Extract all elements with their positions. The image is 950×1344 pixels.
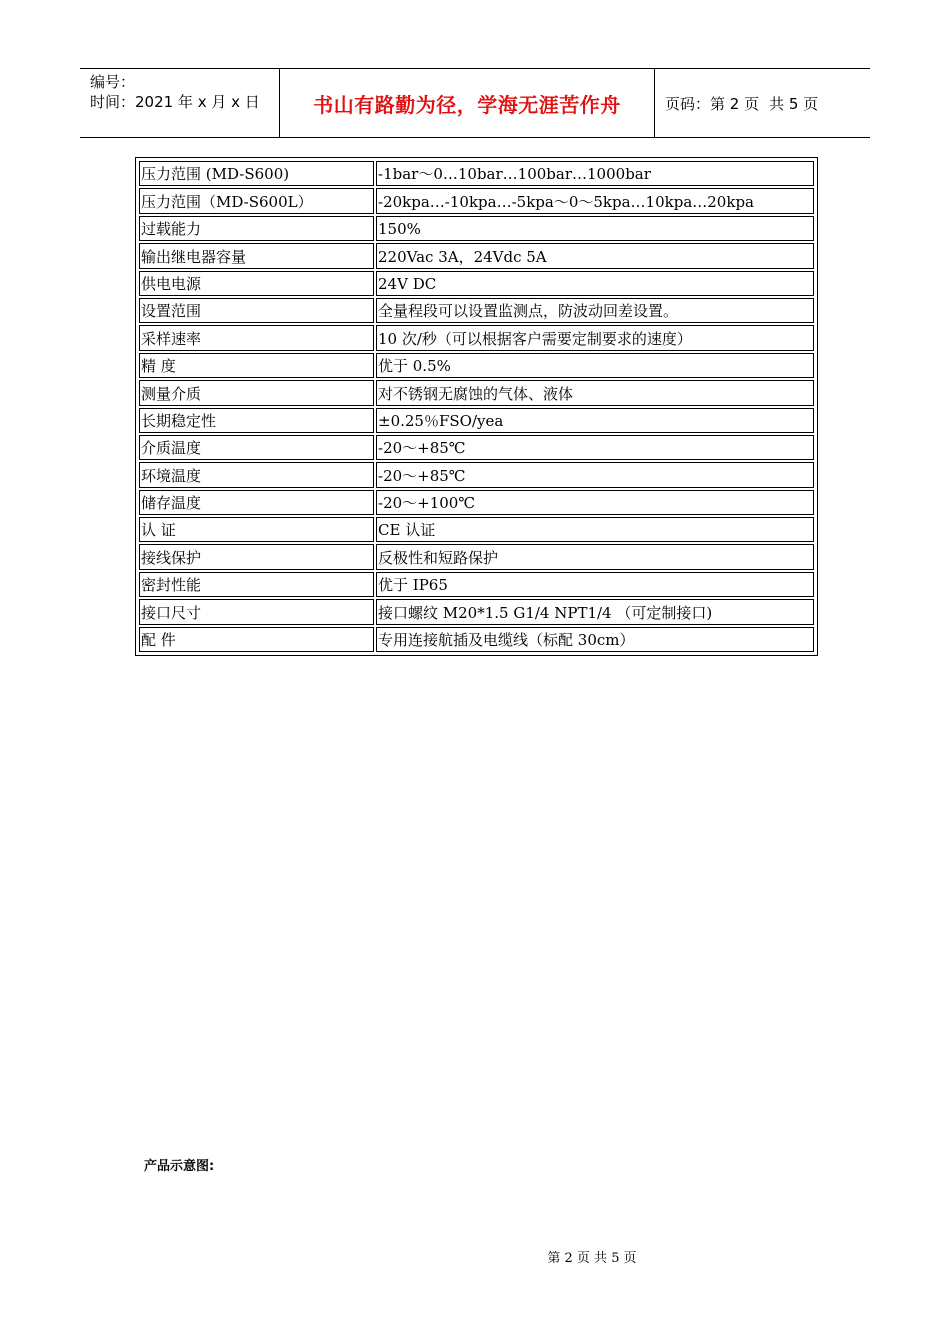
spec-key: 介质温度 <box>139 435 374 460</box>
spec-value: 对不锈钢无腐蚀的气体、液体 <box>376 380 814 405</box>
spec-value: 接口螺纹 M20*1.5 G1/4 NPT1/4 （可定制接口) <box>376 599 814 624</box>
spec-row <box>139 408 814 433</box>
spec-row <box>139 627 814 652</box>
spec-key: 配 件 <box>139 627 374 652</box>
spec-row <box>139 216 814 241</box>
spec-row <box>139 353 814 378</box>
spec-value: 优于 0.5% <box>376 353 814 378</box>
spec-row <box>139 380 814 405</box>
spec-value: 220Vac 3A，24Vdc 5A <box>376 243 814 268</box>
spec-key: 密封性能 <box>139 572 374 597</box>
spec-value: CE 认证 <box>376 517 814 542</box>
spec-row <box>139 243 814 268</box>
footer-page-number: 第 2 页 共 5 页 <box>547 1251 637 1266</box>
date-label: 时间：2021 年 x 月 x 日 <box>90 93 260 111</box>
spec-key: 储存温度 <box>139 490 374 515</box>
header-meta <box>80 69 280 137</box>
spec-key: 压力范围（MD-S600L） <box>139 188 374 213</box>
spec-row <box>139 517 814 542</box>
spec-key: 压力范围 (MD-S600) <box>139 161 374 186</box>
spec-row <box>139 599 814 624</box>
spec-row <box>139 271 814 296</box>
spec-row <box>139 544 814 569</box>
product-diagram-caption: 产品示意图: <box>144 1159 215 1174</box>
spec-value: -20～+100℃ <box>376 490 814 515</box>
spec-row <box>139 572 814 597</box>
spec-key: 供电电源 <box>139 271 374 296</box>
page-total: 共 5 页 <box>769 94 819 113</box>
spec-value: -20～+85℃ <box>376 462 814 487</box>
page-number: 页码：第 2 页 <box>665 94 760 113</box>
spec-key: 测量介质 <box>139 380 374 405</box>
spec-key: 认 证 <box>139 517 374 542</box>
spec-value: 150% <box>376 216 814 241</box>
spec-key: 环境温度 <box>139 462 374 487</box>
header-page-info <box>655 69 870 137</box>
page-footer <box>0 1247 950 1266</box>
spec-value: 反极性和短路保护 <box>376 544 814 569</box>
spec-key: 设置范围 <box>139 298 374 323</box>
spec-value: -20～+85℃ <box>376 435 814 460</box>
spec-value: ±0.25％FSO/yea <box>376 408 814 433</box>
spec-row <box>139 435 814 460</box>
spec-value: 10 次/秒（可以根据客户需要定制要求的速度） <box>376 325 814 350</box>
serial-label: 编号： <box>90 73 136 91</box>
spec-row <box>139 325 814 350</box>
spec-value: 全量程段可以设置监测点，防波动回差设置。 <box>376 298 814 323</box>
spec-table <box>135 157 818 656</box>
spec-key: 接线保护 <box>139 544 374 569</box>
spec-value: 专用连接航插及电缆线（标配 30cm） <box>376 627 814 652</box>
spec-value: 24V DC <box>376 271 814 296</box>
spec-key: 采样速率 <box>139 325 374 350</box>
spec-key: 精 度 <box>139 353 374 378</box>
spec-row <box>139 298 814 323</box>
spec-table-body <box>139 161 814 652</box>
spec-value: 优于 IP65 <box>376 572 814 597</box>
page-header <box>80 68 870 138</box>
spec-key: 长期稳定性 <box>139 408 374 433</box>
spec-row <box>139 490 814 515</box>
spec-row <box>139 462 814 487</box>
header-motto: 书山有路勤为径，学海无涯苦作舟 <box>280 69 655 137</box>
spec-value: -1bar～0…10bar…100bar…1000bar <box>376 161 814 186</box>
spec-key: 输出继电器容量 <box>139 243 374 268</box>
spec-key: 接口尺寸 <box>139 599 374 624</box>
spec-value: -20kpa…-10kpa…-5kpa～0～5kpa…10kpa…20kpa <box>376 188 814 213</box>
spec-row <box>139 161 814 186</box>
spec-row <box>139 188 814 213</box>
spec-key: 过载能力 <box>139 216 374 241</box>
